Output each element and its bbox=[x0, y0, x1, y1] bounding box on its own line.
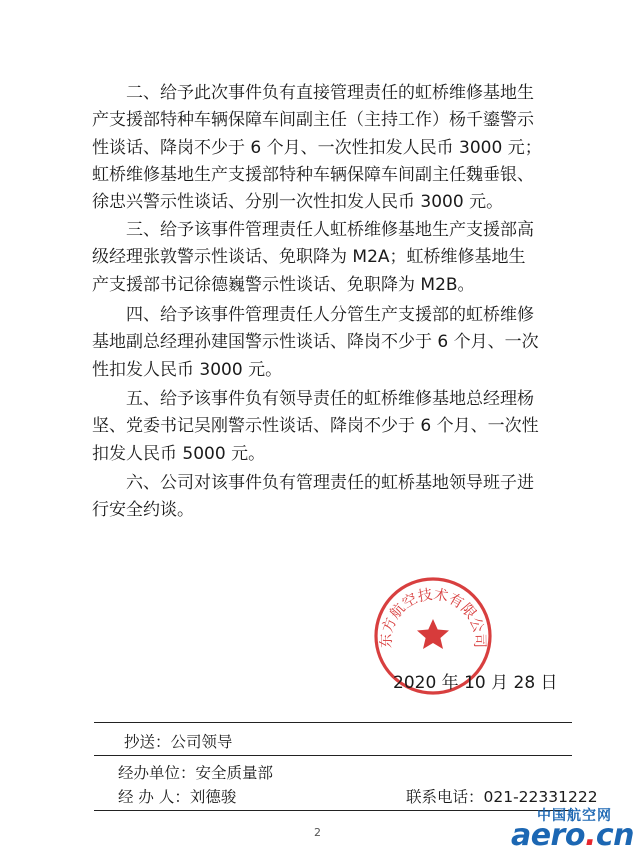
seal-star-icon bbox=[417, 619, 449, 649]
paragraph-line: 五、给予该事件负有领导责任的虹桥维修基地总经理杨 bbox=[126, 389, 534, 409]
handler-line: 经 办 人：刘德骏 bbox=[118, 788, 237, 806]
paragraph-4 bbox=[92, 302, 562, 384]
cc-line: 抄送：公司领导 bbox=[124, 733, 233, 751]
page-number: 2 bbox=[314, 826, 321, 839]
paragraph-line: 四、给予该事件管理责任人分管生产支援部的虹桥维修 bbox=[126, 305, 534, 325]
paragraph-line: 性扣发人民币 3000 元。 bbox=[92, 359, 283, 380]
phone-line: 联系电话：021-22331222 bbox=[406, 788, 598, 806]
paragraph-6 bbox=[92, 470, 562, 525]
seal-text-path: 东方航空技术有限公司 bbox=[378, 586, 488, 649]
department-line: 经办单位：安全质量部 bbox=[118, 764, 274, 782]
watermark-logo-tail: cn bbox=[595, 818, 634, 853]
paragraph-line: 扣发人民币 5000 元。 bbox=[92, 443, 266, 464]
paragraph-line: 虹桥维修基地生产支援部特种车辆保障车间副主任魏垂银、 bbox=[92, 164, 534, 185]
paragraph-line: 坚、党委书记吴刚警示性谈话、降岗不少于 6 个月、一次性 bbox=[92, 416, 539, 437]
paragraph-3 bbox=[92, 217, 562, 299]
watermark-logo-main: aero bbox=[510, 818, 585, 853]
watermark-logo-dot: . bbox=[584, 818, 596, 853]
paragraph-line: 行安全约谈。 bbox=[92, 500, 194, 521]
footer-rule-middle bbox=[94, 755, 572, 756]
paragraph-line: 三、给予该事件管理责任人虹桥维修基地生产支援部高 bbox=[126, 220, 534, 240]
paragraph-line: 六、公司对该事件负有管理责任的虹桥基地领导班子进 bbox=[126, 473, 534, 493]
watermark-logo bbox=[511, 818, 634, 853]
paragraph-line: 基地副总经理孙建国警示性谈话、降岗不少于 6 个月、一次 bbox=[92, 332, 539, 353]
paragraph-line: 产支援部书记徐德巍警示性谈话、免职降为 M2B。 bbox=[92, 274, 475, 295]
watermark-cn-text: 中国航空网 bbox=[537, 808, 612, 824]
paragraph-5 bbox=[92, 386, 562, 468]
document-date: 2020 年 10 月 28 日 bbox=[393, 673, 558, 693]
paragraph-line: 产支援部特种车辆保障车间副主任（主持工作）杨千鎏警示 bbox=[92, 110, 534, 131]
paragraph-line: 二、给予此次事件负有直接管理责任的虹桥维修基地生 bbox=[126, 83, 534, 103]
paragraph-line: 性谈话、降岗不少于 6 个月、一次性扣发人民币 3000 元； bbox=[92, 137, 542, 158]
paragraph-line: 级经理张敦警示性谈话、免职降为 M2A；虹桥维修基地生 bbox=[92, 247, 526, 268]
aero-cn-watermark bbox=[474, 805, 634, 853]
paragraph-line: 徐忠兴警示性谈话、分别一次性扣发人民币 3000 元。 bbox=[92, 192, 504, 213]
footer-rule-top bbox=[94, 722, 572, 723]
paragraph-2 bbox=[92, 80, 562, 216]
